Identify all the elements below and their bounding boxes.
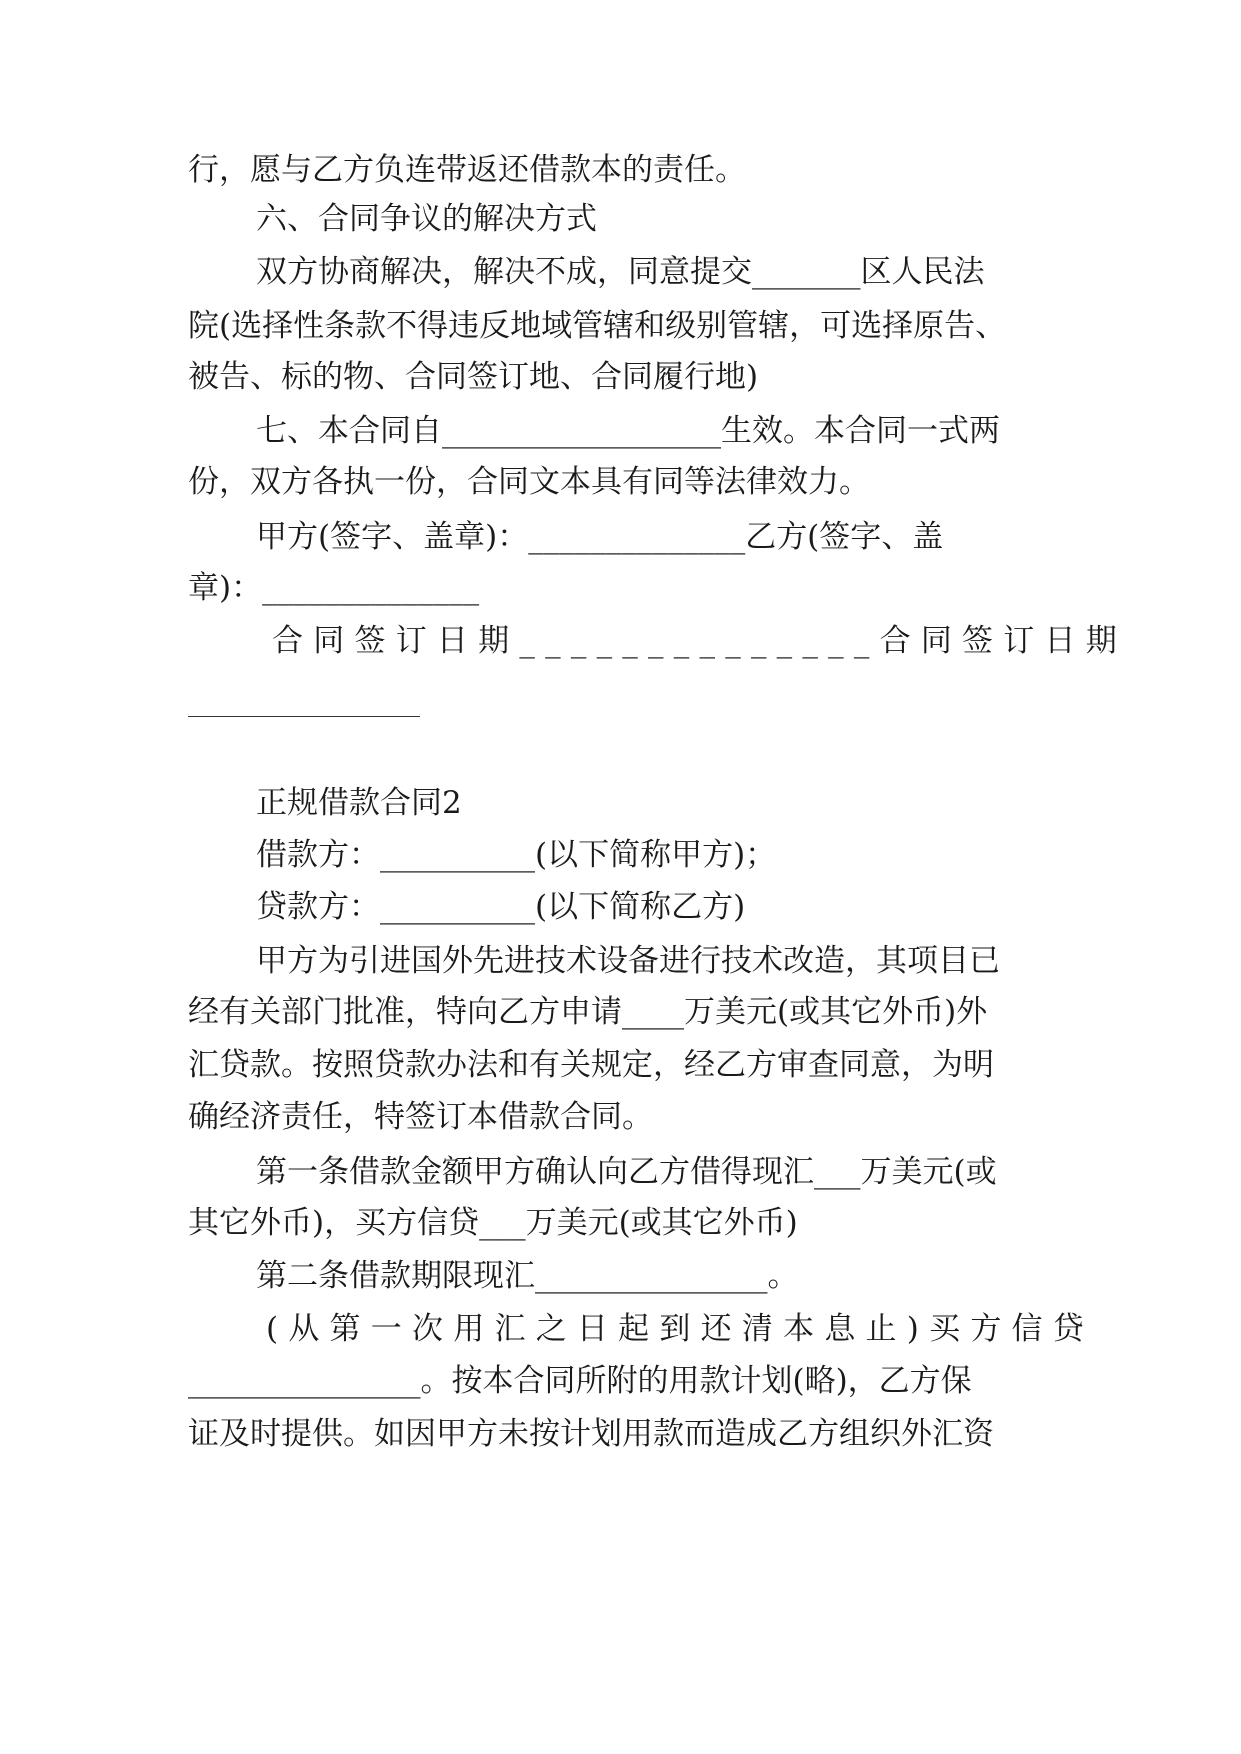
blank-rule bbox=[188, 716, 420, 717]
text-line: 份，双方各执一份，合同文本具有同等法律效力。 bbox=[188, 464, 870, 500]
text-line: 汇贷款。按照贷款办法和有关规定，经乙方审查同意，为明 bbox=[188, 1047, 994, 1083]
text-line: _______________。按本合同所附的用款计划(略)，乙方保 bbox=[188, 1363, 972, 1399]
text-line: 甲方为引进国外先进技术设备进行技术改造，其项目已 bbox=[256, 943, 1000, 979]
section-heading: 六、合同争议的解决方式 bbox=[256, 201, 597, 237]
text-line: 证及时提供。如因甲方未按计划用款而造成乙方组织外汇资 bbox=[188, 1416, 994, 1452]
text-line: 其它外币)，买方信贷___万美元(或其它外币) bbox=[188, 1205, 798, 1241]
text-line: 行，愿与乙方负连带返还借款本的责任。 bbox=[188, 152, 746, 188]
lender-line: 贷款方：__________(以下简称乙方) bbox=[256, 889, 746, 925]
contract-title: 正规借款合同2 bbox=[256, 785, 462, 821]
text-line: 经有关部门批准，特向乙方申请____万美元(或其它外币)外 bbox=[188, 994, 988, 1030]
text-line: (从第一次用汇之日起到还清本息止)买方信贷 bbox=[266, 1311, 1095, 1347]
borrower-line: 借款方：__________(以下简称甲方)； bbox=[256, 837, 777, 873]
signature-line: 甲方(签字、盖章)：______________乙方(签字、盖 bbox=[256, 519, 944, 555]
text-line: 确经济责任，特签订本借款合同。 bbox=[188, 1099, 653, 1135]
signing-date-line: 合同签订日期______________合同签订日期 bbox=[272, 623, 1127, 659]
article-line: 第二条借款期限现汇_______________。 bbox=[256, 1258, 799, 1294]
signature-line: 章)：______________ bbox=[188, 570, 480, 606]
text-line: 被告、标的物、合同签订地、合同履行地) bbox=[188, 359, 759, 395]
text-line: 院(选择性条款不得违反地域管辖和级别管辖，可选择原告、 bbox=[188, 308, 1007, 344]
article-line: 第一条借款金额甲方确认向乙方借得现汇___万美元(或 bbox=[256, 1154, 997, 1190]
text-line: 双方协商解决，解决不成，同意提交_______区人民法 bbox=[256, 254, 985, 290]
text-line: 七、本合同自__________________生效。本合同一式两 bbox=[256, 413, 1000, 449]
